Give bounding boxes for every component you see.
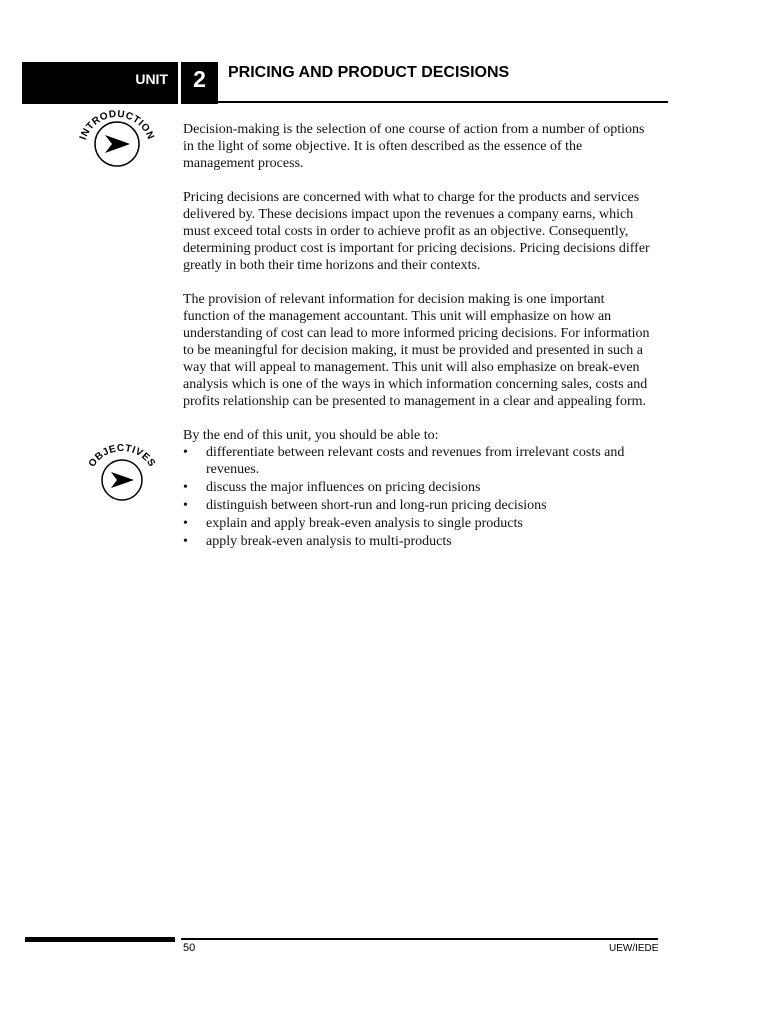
unit-label: UNIT: [135, 71, 168, 87]
bullet-mark: •: [183, 480, 188, 495]
unit-header-bar: [22, 62, 178, 104]
intro-paragraph: Decision-making is the selection of one course of action from a number of options in the light of some objective. It is often described as the essence of the management process.: [183, 122, 645, 171]
objective-item: [183, 497, 653, 514]
intro-paragraph: Pricing decisions are concerned with what to charge for the products and services delivered by. These decisions impact upon the revenues a company earns, which must exceed total costs in order to achieve profit as an objective. Consequently, determining product cost is important for pricing decisions. Pricing decisions differ greatly in both their time horizons and their contexts.: [183, 190, 650, 273]
title-rule: [218, 101, 668, 103]
footer-publisher: UEW/IEDE: [609, 943, 659, 954]
objective-text: differentiate between relevant costs and revenues from irrelevant costs and revenues.: [206, 445, 625, 477]
introduction-arrow-icon: [72, 108, 162, 180]
intro-paragraph: The provision of relevant information for decision making is one important function of the management accountant. This unit will emphasize on how an understanding of cost can lead to more informed pricing decisions. For information to be meaningful for decision making, it must be provided and presented in such a way that will appeal to management. This unit will also emphasize on break-even analysis which is one of the ways in which information concerning sales, costs and profits relationship can be presented to management in a clear and appealing form.: [183, 292, 650, 409]
introduction-icon-label: INTRODUCTION: [77, 108, 157, 142]
bullet-mark: •: [183, 534, 188, 549]
objective-text: apply break-even analysis to multi-products: [206, 534, 452, 549]
bullet-mark: •: [183, 445, 188, 460]
objectives-icon-label: OBJECTIVES: [86, 442, 158, 470]
objective-item: [183, 515, 653, 532]
objectives-lead: By the end of this unit, you should be able to:: [183, 428, 439, 443]
objectives-arrow-icon: [77, 442, 167, 514]
objective-text: explain and apply break-even analysis to single products: [206, 516, 523, 531]
objective-item: [183, 444, 653, 478]
bullet-mark: •: [183, 498, 188, 513]
unit-content: [183, 121, 653, 551]
unit-title: PRICING AND PRODUCT DECISIONS: [228, 64, 510, 81]
bullet-mark: •: [183, 516, 188, 531]
objective-item: [183, 533, 653, 550]
objectives-list: [183, 444, 653, 550]
objective-text: discuss the major influences on pricing decisions: [206, 480, 481, 495]
objective-item: [183, 479, 653, 496]
page-number: 50: [183, 942, 196, 954]
footer-thin-rule: [181, 938, 658, 940]
objective-text: distinguish between short-run and long-run pricing decisions: [206, 498, 547, 513]
unit-number: 2: [181, 62, 218, 104]
footer-thick-rule: [25, 937, 175, 942]
